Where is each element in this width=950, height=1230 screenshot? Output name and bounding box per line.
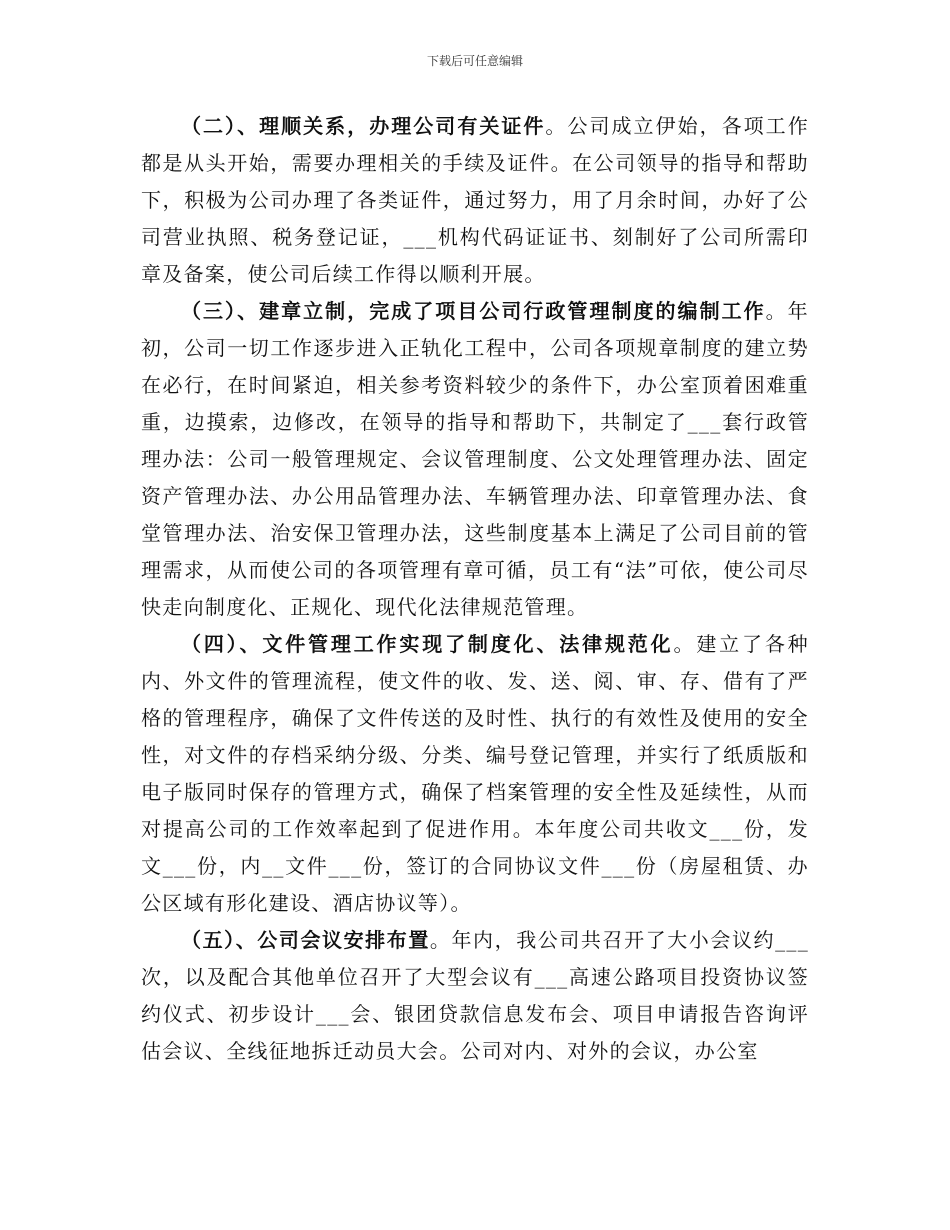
page-header: 下载后可任意编辑 bbox=[426, 54, 523, 68]
section-text: 。建立了各种内、外文件的管理流程，使文件的收、发、送、阅、审、存、借有了严格的管理程序，确保了文件传送的及时性、执行的有效性及使用的安全性，对文件的存档采纳分级、分类、编号登记管理，并实行了纸质版和电子版同时保存的管理方式，确保了档案管理的安全性及延续性，从而对提高公司的工作效率起到了促进作用。本年度公司共收文___份，发文___份，内__文件___份，签订的合同协议文件___份（房屋租赁、办公区域有形化建设、酒店协议等）。 bbox=[141, 632, 809, 915]
section-heading: （三）、建章立制，完成了项目公司行政管理制度的编制工作 bbox=[181, 299, 766, 323]
paragraph-section-2 bbox=[141, 108, 809, 293]
section-heading: （二）、理顺关系，办理公司有关证件 bbox=[181, 114, 546, 138]
document-body bbox=[141, 108, 809, 1070]
paragraph-section-3 bbox=[141, 293, 809, 626]
section-text: 。年内，我公司共召开了大小会议约___次，以及配合其他单位召开了大型会议有___高速公路项目投资协议签约仪式、初步设计___会、银团贷款信息发布会、项目申请报告咨询评估会议、全线征地拆迁动员大会。公司对内、对外的会议，办公室 bbox=[141, 928, 809, 1063]
section-heading: （四）、文件管理工作实现了制度化、法律规范化 bbox=[181, 632, 674, 656]
paragraph-section-4 bbox=[141, 626, 809, 922]
section-text: 。年初，公司一切工作逐步进入正轨化工程中，公司各项规章制度的建立势在必行，在时间紧迫，相关参考资料较少的条件下，办公室顶着困难重重，边摸索，边修改，在领导的指导和帮助下，共制定了___套行政管理办法：公司一般管理规定、会议管理制度、公文处理管理办法、固定资产管理办法、办公用品管理办法、车辆管理办法、印章管理办法、食堂管理办法、治安保卫管理办法，这些制度基本上满足了公司目前的管理需求，从而使公司的各项管理有章可循，员工有“法”可依，使公司尽快走向制度化、正规化、现代化法律规范管理。 bbox=[141, 299, 809, 619]
paragraph-section-5 bbox=[141, 922, 809, 1070]
section-text: 。公司成立伊始，各项工作都是从头开始，需要办理相关的手续及证件。在公司领导的指导和帮助下，积极为公司办理了各类证件，通过努力，用了月余时间，办好了公司营业执照、税务登记证，___机构代码证证书、刻制好了公司所需印章及备案，使公司后续工作得以顺利开展。 bbox=[141, 114, 809, 286]
section-heading: （五）、公司会议安排布置 bbox=[181, 928, 430, 952]
